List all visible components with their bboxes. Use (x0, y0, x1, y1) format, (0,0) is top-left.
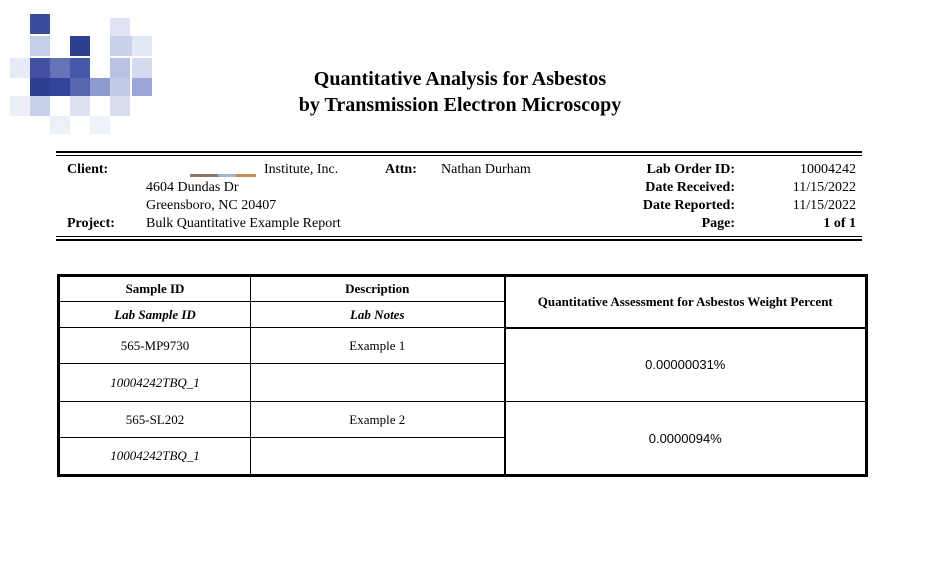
header-bottom-rule-thick (56, 239, 862, 241)
client-address-line-1: 4604 Dundas Dr (146, 180, 239, 195)
header-assessment: Quantitative Assessment for Asbestos Weight Percent (505, 276, 867, 328)
redaction-mark (146, 174, 262, 178)
assessment-cell: 0.0000094% (505, 402, 867, 476)
results-table (57, 274, 868, 477)
date-received-label: Date Received: (645, 180, 735, 195)
company-logo (10, 14, 160, 138)
attn-label: Attn: (385, 162, 417, 177)
date-reported-value: 11/15/2022 (792, 198, 856, 213)
header-bottom-rule (56, 236, 862, 237)
table-row (59, 402, 867, 438)
description-cell: Example 2 (251, 402, 505, 438)
title-line-1: Quantitative Analysis for Asbestos (313, 68, 607, 90)
lab-sample-id-cell: 10004242TBQ_1 (59, 438, 251, 476)
header-lab-notes: Lab Notes (251, 302, 505, 328)
sample-id-cell: 565-SL202 (59, 402, 251, 438)
header-sample-id: Sample ID (59, 276, 251, 302)
table-row (59, 328, 867, 364)
project-label: Project: (67, 216, 115, 231)
assessment-cell: 0.00000031% (505, 328, 867, 402)
lab-sample-id-cell: 10004242TBQ_1 (59, 364, 251, 402)
lab-order-value: 10004242 (800, 162, 856, 177)
page-value: 1 of 1 (823, 216, 856, 231)
client-address-line-2: Greensboro, NC 20407 (146, 198, 277, 213)
date-received-value: 11/15/2022 (792, 180, 856, 195)
header-description: Description (251, 276, 505, 302)
report-title (210, 66, 710, 118)
client-name: Institute, Inc. (264, 162, 339, 177)
header-top-rule (56, 151, 862, 153)
lab-notes-cell (251, 438, 505, 476)
lab-order-label: Lab Order ID: (646, 162, 735, 177)
description-cell: Example 1 (251, 328, 505, 364)
attn-value: Nathan Durham (441, 162, 531, 177)
header-top-rule-thin (56, 155, 862, 156)
page-label: Page: (701, 216, 735, 231)
title-line-2: by Transmission Electron Microscopy (298, 94, 622, 116)
header-lab-sample-id: Lab Sample ID (59, 302, 251, 328)
lab-notes-cell (251, 364, 505, 402)
client-label: Client: (67, 162, 109, 177)
date-reported-label: Date Reported: (642, 198, 735, 213)
project-value: Bulk Quantitative Example Report (146, 216, 341, 231)
sample-id-cell: 565-MP9730 (59, 328, 251, 364)
